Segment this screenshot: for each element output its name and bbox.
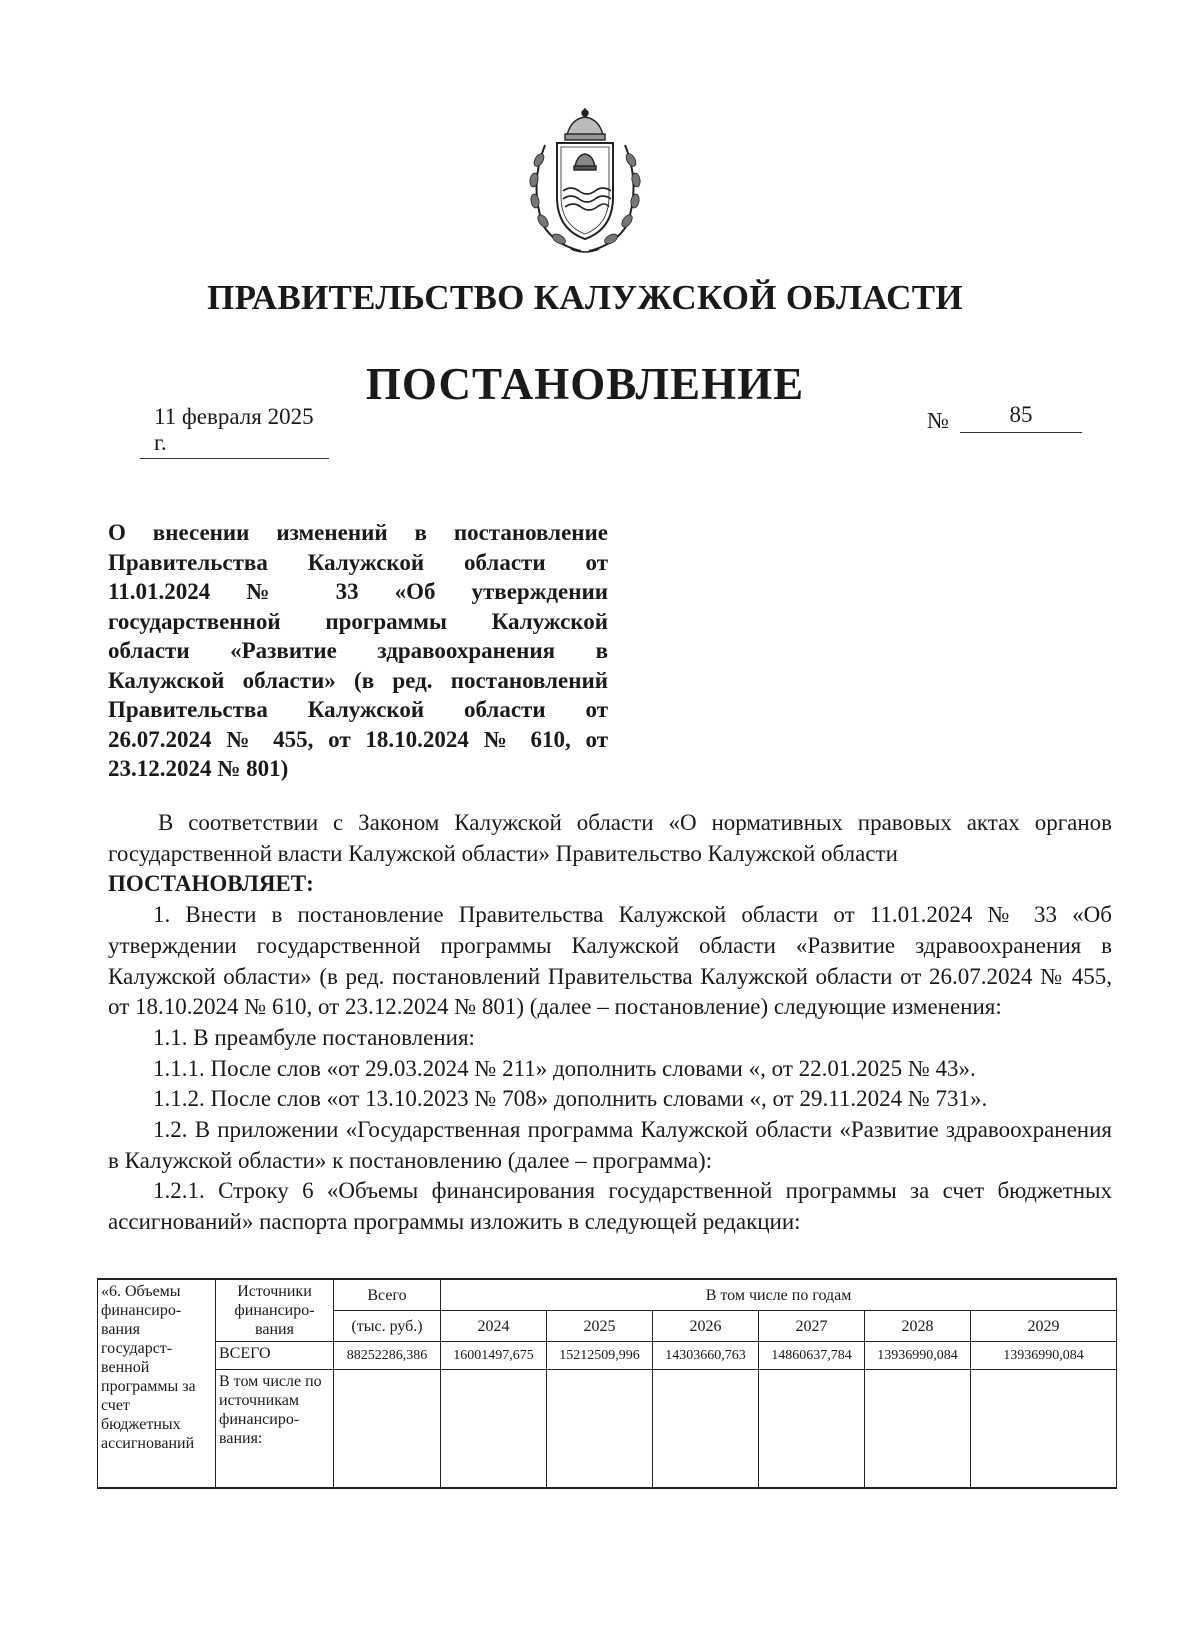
total-value: 88252286,386 bbox=[334, 1342, 441, 1370]
empty-cell bbox=[547, 1370, 653, 1488]
row-label-cell: «6. Объемы финансиро-вания государст-венной программы за счет бюджетных ассигнований bbox=[98, 1279, 216, 1488]
empty-cell bbox=[653, 1370, 759, 1488]
paragraph-1-1: 1.1. В преамбуле постановления: bbox=[153, 1024, 475, 1050]
coat-of-arms-emblem bbox=[515, 105, 655, 255]
paragraph-1-2: 1.2. В приложении «Государственная программа Калужской области «Развитие здравоохранения в Калужской области» к постановлению (далее – программа): bbox=[108, 1117, 1112, 1173]
empty-cell bbox=[441, 1370, 547, 1488]
document-type: ПОСТАНОВЛЕНИЕ bbox=[365, 359, 805, 409]
empty-cell bbox=[759, 1370, 865, 1488]
by-source-label: В том числе по источникам финансиро-вания: bbox=[216, 1370, 334, 1488]
year-2027: 2027 bbox=[759, 1311, 865, 1342]
year-2025: 2025 bbox=[547, 1311, 653, 1342]
paragraph-1: 1. Внести в постановление Правительства Калужской области от 11.01.2024 № 33 «Об утверждении государственной программы Калужской области «Развитие здравоохранения в Калужской области» (в ред. постановлений Правительства Калужской области от 26.07.2024 № 455, от 18.10.2024 № 610, от 23.12.2024 № 801) (далее – постановление) следующие изменения: bbox=[108, 902, 1112, 1020]
document-body bbox=[108, 808, 1112, 1238]
sources-header: Источники финансиро-вания bbox=[216, 1279, 334, 1342]
value-2025: 15212509,996 bbox=[547, 1342, 653, 1370]
units-cell: (тыс. руб.) bbox=[334, 1311, 441, 1342]
empty-cell bbox=[334, 1370, 441, 1488]
year-2028: 2028 bbox=[865, 1311, 971, 1342]
value-2027: 14860637,784 bbox=[759, 1342, 865, 1370]
intro-text: В соответствии с Законом Калужской области «О нормативных правовых актах органов государственной власти Калужской области» Правительство Калужской области bbox=[108, 810, 1112, 866]
table-row bbox=[98, 1342, 1117, 1370]
decree-word: ПОСТАНОВЛЯЕТ: bbox=[108, 871, 314, 897]
value-2026: 14303660,763 bbox=[653, 1342, 759, 1370]
empty-cell bbox=[865, 1370, 971, 1488]
total-row-label: ВСЕГО bbox=[216, 1342, 334, 1370]
years-header: В том числе по годам bbox=[441, 1279, 1117, 1311]
year-2029: 2029 bbox=[971, 1311, 1117, 1342]
paragraph-1-2-1: 1.2.1. Строку 6 «Объемы финансирования государственной программы за счет бюджетных ассигнований» паспорта программы изложить в следующей редакции: bbox=[108, 1178, 1112, 1235]
year-2026: 2026 bbox=[653, 1311, 759, 1342]
document-number-label: № bbox=[927, 408, 949, 433]
total-header: Всего bbox=[334, 1279, 441, 1311]
table-header-row bbox=[98, 1279, 1117, 1311]
government-title: ПРАВИТЕЛЬСТВО КАЛУЖСКОЙ ОБЛАСТИ bbox=[207, 278, 963, 317]
document-number: 85 bbox=[960, 402, 1082, 433]
value-2029: 13936990,084 bbox=[971, 1342, 1117, 1370]
year-2024: 2024 bbox=[441, 1311, 547, 1342]
document-subject: О внесении изменений в постановление Правительства Калужской области от 11.01.2024 № 33 «Об утверждении государственной программы Калужской области «Развитие здравоохранения в Калужской области» (в ред. постановлений Правительства Калужской области от 26.07.2024 № 455, от 18.10.2024 № 610, от 23.12.2024 № 801) bbox=[108, 520, 608, 781]
empty-cell bbox=[971, 1370, 1117, 1488]
document-date: 11 февраля 2025 г. bbox=[140, 404, 329, 459]
table-row bbox=[98, 1370, 1117, 1488]
financing-table bbox=[97, 1278, 1117, 1489]
value-2024: 16001497,675 bbox=[441, 1342, 547, 1370]
intro-paragraph bbox=[108, 808, 1112, 869]
paragraph-1-1-2: 1.1.2. После слов «от 13.10.2023 № 708» дополнить словами «, от 29.11.2024 № 731». bbox=[153, 1086, 988, 1112]
value-2028: 13936990,084 bbox=[865, 1342, 971, 1370]
paragraph-1-1-1: 1.1.1. После слов «от 29.03.2024 № 211» дополнить словами «, от 22.01.2025 № 43». bbox=[153, 1055, 976, 1081]
